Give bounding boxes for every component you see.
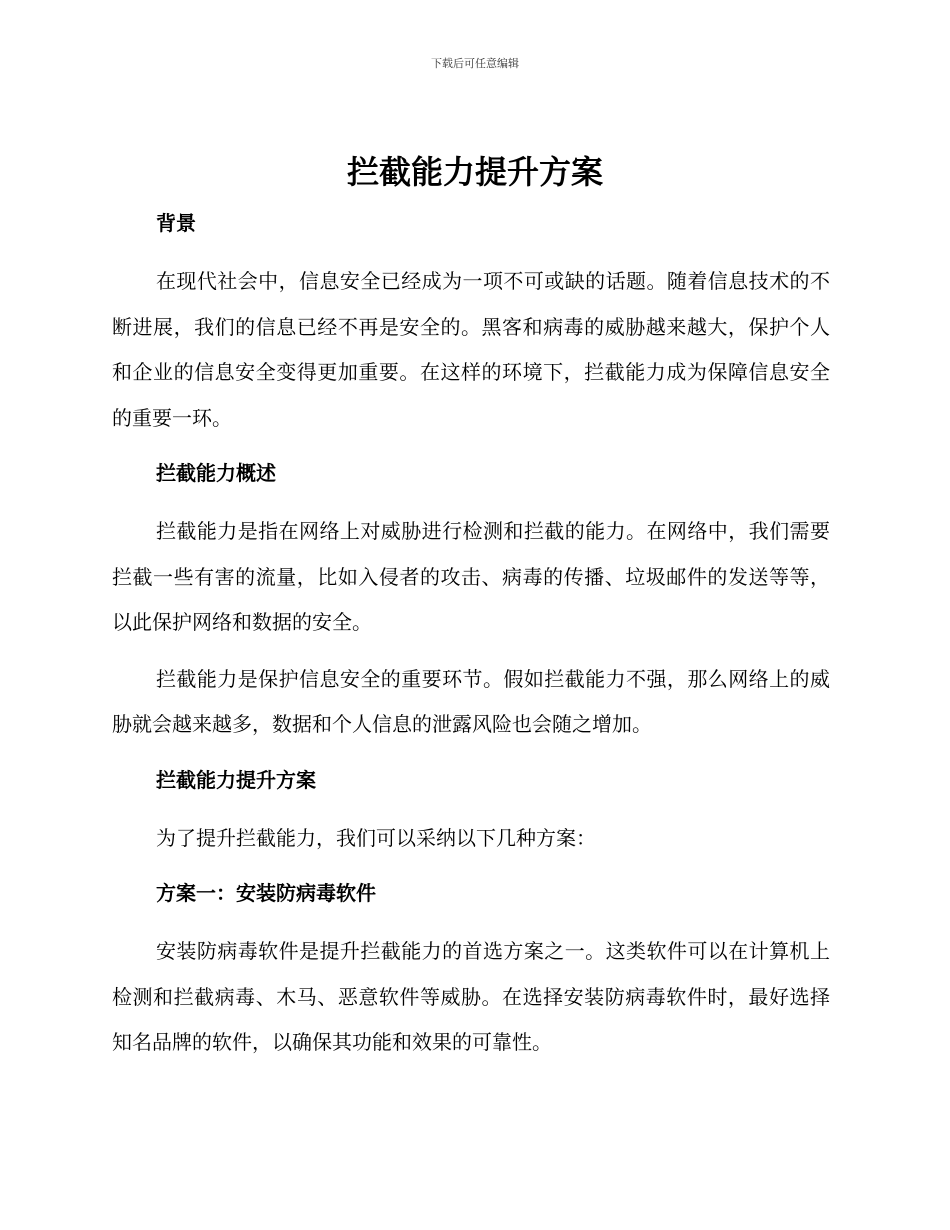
paragraph-overview-1: 拦截能力是指在网络上对威胁进行检测和拦截的能力。在网络中，我们需要拦截一些有害的流量，比如入侵者的攻击、病毒的传播、垃圾邮件的发送等等，以此保护网络和数据的安全。: [112, 519, 830, 634]
paragraph-plan-intro: 为了提升拦截能力，我们可以采纳以下几种方案：: [156, 825, 596, 850]
section-heading-background: 背景: [156, 211, 196, 235]
document-body: [112, 203, 830, 1066]
section-heading-plan: 拦截能力提升方案: [156, 767, 316, 792]
section-heading-plan1: 方案一：安装防病毒软件: [156, 881, 376, 905]
paragraph-overview-2: 拦截能力是保护信息安全的重要环节。假如拦截能力不强，那么网络上的威胁就会越来越多，数据和个人信息的泄露风险也会随之增加。: [112, 666, 830, 736]
paragraph-plan1: 安装防病毒软件是提升拦截能力的首选方案之一。这类软件可以在计算机上检测和拦截病毒、木马、恶意软件等威胁。在选择安装防病毒软件时，最好选择知名品牌的软件，以确保其功能和效果的可靠性。: [112, 939, 830, 1054]
document-title: 拦截能力提升方案: [346, 153, 603, 191]
section-heading-overview: 拦截能力概述: [156, 461, 276, 485]
header-note: 下载后可任意编辑: [431, 57, 519, 70]
paragraph-background: 在现代社会中，信息安全已经成为一项不可或缺的话题。随着信息技术的不断进展，我们的信息已经不再是安全的。黑客和病毒的威胁越来越大，保护个人和企业的信息安全变得更加重要。在这样的环境下，拦截能力成为保障信息安全的重要一环。: [112, 269, 830, 430]
